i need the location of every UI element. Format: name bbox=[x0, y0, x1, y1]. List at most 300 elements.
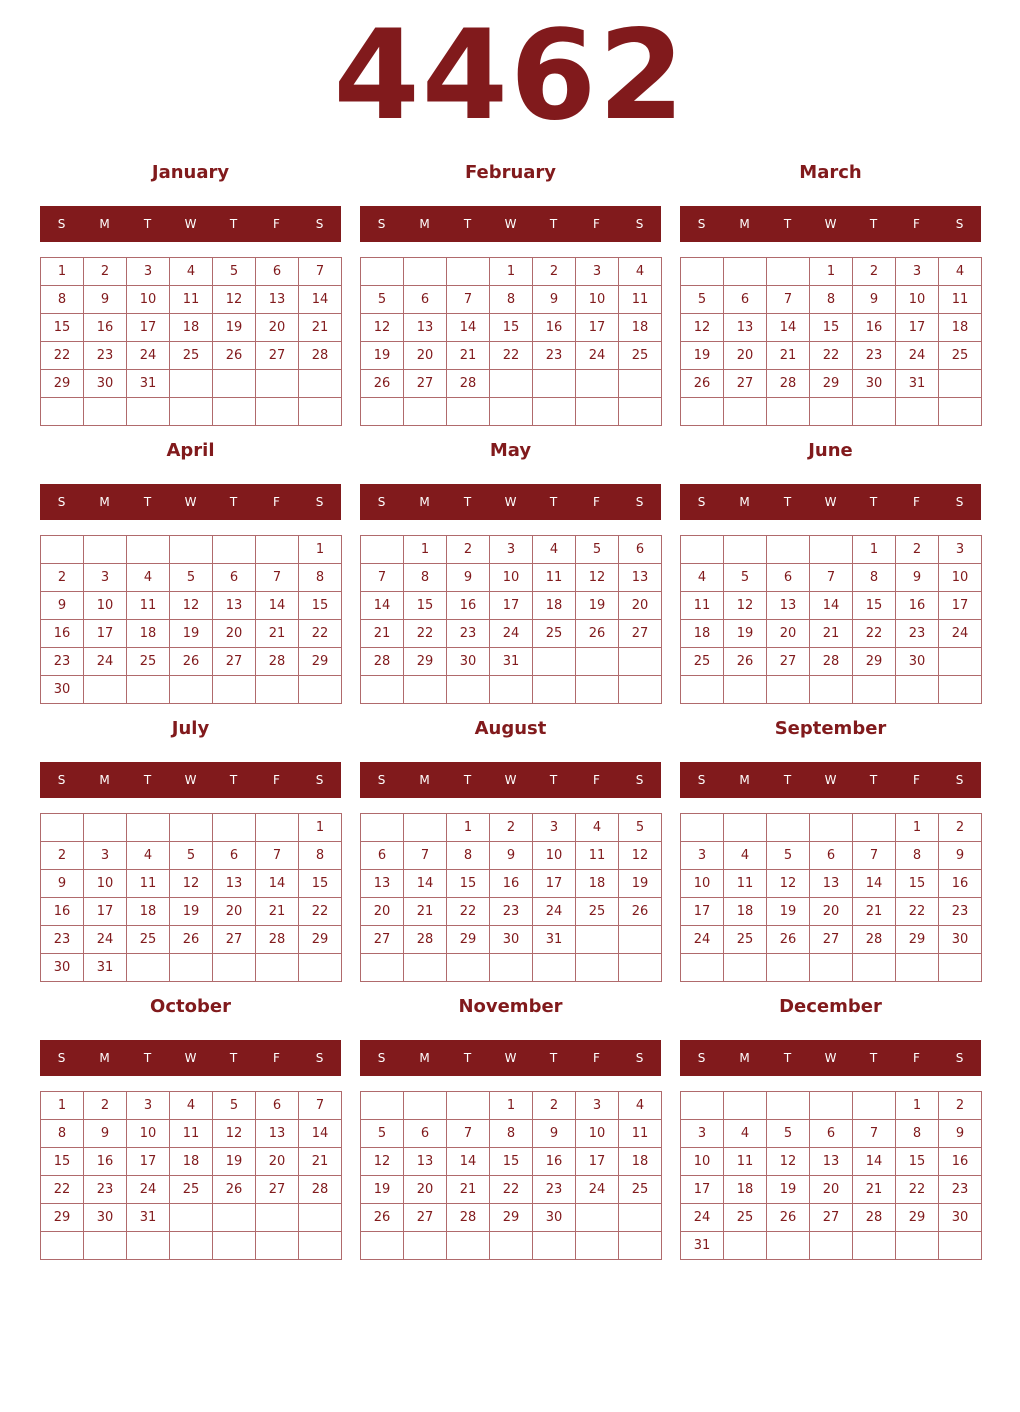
day-cell: 14 bbox=[810, 592, 853, 620]
empty-day-cell bbox=[404, 954, 447, 982]
weekday-label: M bbox=[99, 217, 110, 231]
day-cell: 24 bbox=[490, 620, 533, 648]
day-cell: 17 bbox=[681, 898, 724, 926]
empty-day-cell bbox=[767, 398, 810, 426]
day-cell: 4 bbox=[619, 1092, 662, 1120]
day-cell: 23 bbox=[447, 620, 490, 648]
day-cell: 30 bbox=[84, 1204, 127, 1232]
day-cell: 22 bbox=[896, 1176, 939, 1204]
empty-day-cell bbox=[724, 258, 767, 286]
weekday-header bbox=[360, 1040, 661, 1076]
day-cell: 9 bbox=[853, 286, 896, 314]
day-cell: 3 bbox=[576, 258, 619, 286]
empty-day-cell bbox=[939, 1232, 982, 1260]
weekday-header bbox=[680, 484, 981, 520]
empty-day-cell bbox=[84, 676, 127, 704]
day-cell: 23 bbox=[853, 342, 896, 370]
day-cell: 21 bbox=[810, 620, 853, 648]
day-cell: 19 bbox=[724, 620, 767, 648]
empty-day-cell bbox=[896, 954, 939, 982]
day-cell: 13 bbox=[404, 314, 447, 342]
day-cell: 21 bbox=[256, 898, 299, 926]
day-cell: 12 bbox=[170, 870, 213, 898]
weekday-label: W bbox=[184, 217, 197, 231]
day-cell: 30 bbox=[490, 926, 533, 954]
weekday-label: W bbox=[184, 1051, 197, 1065]
day-cell: 6 bbox=[256, 1092, 299, 1120]
day-cell: 1 bbox=[810, 258, 853, 286]
day-cell: 21 bbox=[361, 620, 404, 648]
weekday-label: M bbox=[419, 773, 430, 787]
empty-day-cell bbox=[853, 398, 896, 426]
day-cell: 6 bbox=[361, 842, 404, 870]
weekday-label: M bbox=[419, 217, 430, 231]
day-cell: 9 bbox=[41, 870, 84, 898]
month-title: December bbox=[779, 996, 882, 1017]
day-cell: 29 bbox=[404, 648, 447, 676]
day-cell: 25 bbox=[576, 898, 619, 926]
empty-day-cell bbox=[170, 954, 213, 982]
days-grid bbox=[680, 257, 982, 426]
day-cell: 8 bbox=[490, 1120, 533, 1148]
empty-day-cell bbox=[127, 398, 170, 426]
day-cell: 23 bbox=[84, 342, 127, 370]
month-march bbox=[680, 158, 981, 428]
weekday-label: T bbox=[549, 773, 558, 787]
weekday-label: W bbox=[184, 495, 197, 509]
day-cell: 11 bbox=[170, 1120, 213, 1148]
empty-day-cell bbox=[299, 1232, 342, 1260]
day-cell: 4 bbox=[681, 564, 724, 592]
day-cell: 13 bbox=[724, 314, 767, 342]
day-cell: 22 bbox=[810, 342, 853, 370]
day-cell: 11 bbox=[724, 870, 767, 898]
month-november bbox=[360, 992, 661, 1262]
weekday-label: W bbox=[824, 1051, 837, 1065]
weekday-label: S bbox=[635, 1051, 644, 1065]
day-cell: 7 bbox=[361, 564, 404, 592]
empty-day-cell bbox=[213, 954, 256, 982]
day-cell: 10 bbox=[896, 286, 939, 314]
day-cell: 6 bbox=[724, 286, 767, 314]
empty-day-cell bbox=[84, 398, 127, 426]
weekday-label: F bbox=[593, 773, 600, 787]
empty-day-cell bbox=[810, 1232, 853, 1260]
day-cell: 29 bbox=[299, 926, 342, 954]
day-cell: 26 bbox=[576, 620, 619, 648]
day-cell: 14 bbox=[853, 1148, 896, 1176]
day-cell: 2 bbox=[896, 536, 939, 564]
weekday-label: F bbox=[913, 495, 920, 509]
day-cell: 28 bbox=[853, 926, 896, 954]
empty-day-cell bbox=[361, 536, 404, 564]
empty-day-cell bbox=[404, 398, 447, 426]
day-cell: 16 bbox=[490, 870, 533, 898]
empty-day-cell bbox=[299, 1204, 342, 1232]
empty-day-cell bbox=[213, 814, 256, 842]
day-cell: 21 bbox=[256, 620, 299, 648]
day-cell: 2 bbox=[41, 564, 84, 592]
empty-day-cell bbox=[724, 1232, 767, 1260]
month-title: July bbox=[171, 718, 210, 739]
weekday-label: T bbox=[463, 217, 472, 231]
day-cell: 8 bbox=[299, 842, 342, 870]
day-cell: 29 bbox=[447, 926, 490, 954]
empty-day-cell bbox=[299, 398, 342, 426]
day-cell: 10 bbox=[939, 564, 982, 592]
empty-day-cell bbox=[490, 954, 533, 982]
day-cell: 17 bbox=[939, 592, 982, 620]
day-cell: 17 bbox=[490, 592, 533, 620]
empty-day-cell bbox=[256, 536, 299, 564]
weekday-label: S bbox=[377, 773, 386, 787]
weekday-label: F bbox=[593, 217, 600, 231]
day-cell: 3 bbox=[84, 564, 127, 592]
empty-day-cell bbox=[361, 1092, 404, 1120]
day-cell: 20 bbox=[619, 592, 662, 620]
day-cell: 15 bbox=[490, 314, 533, 342]
day-cell: 1 bbox=[41, 258, 84, 286]
weekday-label: S bbox=[315, 217, 324, 231]
day-cell: 26 bbox=[213, 1176, 256, 1204]
day-cell: 19 bbox=[170, 898, 213, 926]
day-cell: 20 bbox=[724, 342, 767, 370]
day-cell: 25 bbox=[619, 342, 662, 370]
empty-day-cell bbox=[170, 536, 213, 564]
day-cell: 21 bbox=[299, 314, 342, 342]
weekday-label: W bbox=[824, 495, 837, 509]
empty-day-cell bbox=[767, 1092, 810, 1120]
day-cell: 9 bbox=[41, 592, 84, 620]
days-grid bbox=[40, 813, 342, 982]
day-cell: 18 bbox=[576, 870, 619, 898]
day-cell: 12 bbox=[361, 1148, 404, 1176]
empty-day-cell bbox=[361, 258, 404, 286]
weekday-label: T bbox=[229, 495, 238, 509]
day-cell: 29 bbox=[853, 648, 896, 676]
day-cell: 3 bbox=[127, 258, 170, 286]
day-cell: 18 bbox=[681, 620, 724, 648]
day-cell: 3 bbox=[84, 842, 127, 870]
weekday-label: T bbox=[783, 217, 792, 231]
day-cell: 8 bbox=[41, 286, 84, 314]
day-cell: 11 bbox=[724, 1148, 767, 1176]
day-cell: 6 bbox=[256, 258, 299, 286]
day-cell: 8 bbox=[404, 564, 447, 592]
day-cell: 24 bbox=[939, 620, 982, 648]
day-cell: 11 bbox=[619, 1120, 662, 1148]
empty-day-cell bbox=[724, 1092, 767, 1120]
day-cell: 30 bbox=[533, 1204, 576, 1232]
empty-day-cell bbox=[170, 676, 213, 704]
day-cell: 2 bbox=[533, 258, 576, 286]
empty-day-cell bbox=[404, 814, 447, 842]
empty-day-cell bbox=[681, 536, 724, 564]
day-cell: 20 bbox=[256, 314, 299, 342]
empty-day-cell bbox=[810, 814, 853, 842]
weekday-header bbox=[680, 762, 981, 798]
day-cell: 2 bbox=[533, 1092, 576, 1120]
day-cell: 23 bbox=[490, 898, 533, 926]
day-cell: 21 bbox=[447, 342, 490, 370]
day-cell: 25 bbox=[127, 648, 170, 676]
empty-day-cell bbox=[619, 370, 662, 398]
day-cell: 7 bbox=[256, 564, 299, 592]
empty-day-cell bbox=[724, 814, 767, 842]
empty-day-cell bbox=[41, 536, 84, 564]
empty-day-cell bbox=[896, 1232, 939, 1260]
day-cell: 18 bbox=[724, 1176, 767, 1204]
empty-day-cell bbox=[681, 398, 724, 426]
day-cell: 1 bbox=[447, 814, 490, 842]
day-cell: 15 bbox=[896, 1148, 939, 1176]
day-cell: 12 bbox=[724, 592, 767, 620]
empty-day-cell bbox=[767, 536, 810, 564]
day-cell: 26 bbox=[213, 342, 256, 370]
weekday-label: S bbox=[697, 217, 706, 231]
day-cell: 21 bbox=[767, 342, 810, 370]
day-cell: 1 bbox=[896, 1092, 939, 1120]
day-cell: 1 bbox=[490, 258, 533, 286]
day-cell: 28 bbox=[767, 370, 810, 398]
empty-day-cell bbox=[810, 676, 853, 704]
empty-day-cell bbox=[767, 1232, 810, 1260]
day-cell: 24 bbox=[533, 898, 576, 926]
day-cell: 17 bbox=[576, 314, 619, 342]
empty-day-cell bbox=[447, 1232, 490, 1260]
weekday-label: T bbox=[143, 1051, 152, 1065]
day-cell: 22 bbox=[299, 898, 342, 926]
day-cell: 18 bbox=[939, 314, 982, 342]
weekday-header bbox=[360, 484, 661, 520]
empty-day-cell bbox=[533, 676, 576, 704]
empty-day-cell bbox=[361, 814, 404, 842]
day-cell: 7 bbox=[853, 842, 896, 870]
day-cell: 13 bbox=[810, 1148, 853, 1176]
day-cell: 10 bbox=[127, 1120, 170, 1148]
day-cell: 31 bbox=[127, 370, 170, 398]
empty-day-cell bbox=[41, 1232, 84, 1260]
day-cell: 20 bbox=[810, 1176, 853, 1204]
day-cell: 17 bbox=[84, 898, 127, 926]
days-grid bbox=[40, 1091, 342, 1260]
empty-day-cell bbox=[170, 370, 213, 398]
weekday-label: S bbox=[315, 773, 324, 787]
day-cell: 18 bbox=[170, 1148, 213, 1176]
weekday-label: W bbox=[184, 773, 197, 787]
weekday-label: M bbox=[739, 495, 750, 509]
day-cell: 29 bbox=[896, 926, 939, 954]
day-cell: 30 bbox=[853, 370, 896, 398]
empty-day-cell bbox=[853, 676, 896, 704]
weekday-label: T bbox=[783, 773, 792, 787]
empty-day-cell bbox=[361, 1232, 404, 1260]
day-cell: 14 bbox=[256, 592, 299, 620]
day-cell: 28 bbox=[299, 1176, 342, 1204]
day-cell: 27 bbox=[404, 370, 447, 398]
empty-day-cell bbox=[213, 536, 256, 564]
day-cell: 16 bbox=[896, 592, 939, 620]
month-september bbox=[680, 714, 981, 984]
day-cell: 10 bbox=[84, 592, 127, 620]
day-cell: 23 bbox=[84, 1176, 127, 1204]
empty-day-cell bbox=[127, 676, 170, 704]
weekday-label: S bbox=[697, 495, 706, 509]
day-cell: 12 bbox=[576, 564, 619, 592]
day-cell: 13 bbox=[361, 870, 404, 898]
day-cell: 13 bbox=[256, 1120, 299, 1148]
day-cell: 22 bbox=[490, 342, 533, 370]
day-cell: 16 bbox=[41, 620, 84, 648]
day-cell: 4 bbox=[576, 814, 619, 842]
day-cell: 22 bbox=[41, 342, 84, 370]
day-cell: 10 bbox=[576, 1120, 619, 1148]
day-cell: 7 bbox=[299, 1092, 342, 1120]
day-cell: 1 bbox=[41, 1092, 84, 1120]
day-cell: 24 bbox=[84, 926, 127, 954]
day-cell: 10 bbox=[84, 870, 127, 898]
day-cell: 14 bbox=[299, 286, 342, 314]
day-cell: 3 bbox=[896, 258, 939, 286]
day-cell: 31 bbox=[896, 370, 939, 398]
empty-day-cell bbox=[404, 1092, 447, 1120]
day-cell: 6 bbox=[810, 842, 853, 870]
day-cell: 16 bbox=[853, 314, 896, 342]
day-cell: 5 bbox=[213, 1092, 256, 1120]
day-cell: 12 bbox=[361, 314, 404, 342]
empty-day-cell bbox=[256, 398, 299, 426]
weekday-label: M bbox=[419, 495, 430, 509]
month-title: September bbox=[774, 718, 887, 739]
day-cell: 14 bbox=[447, 314, 490, 342]
empty-day-cell bbox=[490, 676, 533, 704]
day-cell: 27 bbox=[256, 342, 299, 370]
weekday-header bbox=[40, 1040, 341, 1076]
empty-day-cell bbox=[533, 398, 576, 426]
day-cell: 2 bbox=[447, 536, 490, 564]
weekday-label: T bbox=[463, 495, 472, 509]
day-cell: 27 bbox=[619, 620, 662, 648]
empty-day-cell bbox=[576, 648, 619, 676]
day-cell: 17 bbox=[896, 314, 939, 342]
empty-day-cell bbox=[576, 1204, 619, 1232]
month-october bbox=[40, 992, 341, 1262]
empty-day-cell bbox=[361, 398, 404, 426]
day-cell: 10 bbox=[681, 1148, 724, 1176]
weekday-label: T bbox=[869, 495, 878, 509]
weekday-label: M bbox=[99, 773, 110, 787]
month-august bbox=[360, 714, 661, 984]
empty-day-cell bbox=[724, 676, 767, 704]
day-cell: 22 bbox=[404, 620, 447, 648]
month-title: April bbox=[166, 440, 215, 461]
weekday-label: M bbox=[419, 1051, 430, 1065]
weekday-label: S bbox=[955, 1051, 964, 1065]
empty-day-cell bbox=[533, 954, 576, 982]
weekday-label: M bbox=[739, 1051, 750, 1065]
day-cell: 6 bbox=[404, 1120, 447, 1148]
day-cell: 20 bbox=[767, 620, 810, 648]
day-cell: 1 bbox=[404, 536, 447, 564]
day-cell: 26 bbox=[619, 898, 662, 926]
weekday-label: S bbox=[57, 773, 66, 787]
day-cell: 24 bbox=[576, 1176, 619, 1204]
day-cell: 19 bbox=[576, 592, 619, 620]
day-cell: 8 bbox=[299, 564, 342, 592]
empty-day-cell bbox=[533, 648, 576, 676]
day-cell: 5 bbox=[170, 842, 213, 870]
day-cell: 1 bbox=[299, 814, 342, 842]
empty-day-cell bbox=[447, 398, 490, 426]
day-cell: 8 bbox=[447, 842, 490, 870]
empty-day-cell bbox=[299, 676, 342, 704]
weekday-label: T bbox=[463, 1051, 472, 1065]
day-cell: 25 bbox=[170, 1176, 213, 1204]
weekday-label: F bbox=[913, 217, 920, 231]
weekday-label: W bbox=[504, 495, 517, 509]
day-cell: 22 bbox=[896, 898, 939, 926]
day-cell: 28 bbox=[447, 1204, 490, 1232]
day-cell: 31 bbox=[490, 648, 533, 676]
days-grid bbox=[680, 1091, 982, 1260]
weekday-label: S bbox=[955, 217, 964, 231]
empty-day-cell bbox=[939, 954, 982, 982]
day-cell: 6 bbox=[213, 842, 256, 870]
day-cell: 7 bbox=[447, 286, 490, 314]
day-cell: 21 bbox=[853, 1176, 896, 1204]
day-cell: 3 bbox=[681, 842, 724, 870]
day-cell: 26 bbox=[681, 370, 724, 398]
weekday-label: S bbox=[377, 495, 386, 509]
day-cell: 10 bbox=[127, 286, 170, 314]
weekday-label: S bbox=[377, 217, 386, 231]
month-may bbox=[360, 436, 661, 706]
empty-day-cell bbox=[84, 536, 127, 564]
day-cell: 12 bbox=[767, 870, 810, 898]
day-cell: 9 bbox=[490, 842, 533, 870]
empty-day-cell bbox=[681, 1092, 724, 1120]
empty-day-cell bbox=[533, 1232, 576, 1260]
day-cell: 9 bbox=[939, 1120, 982, 1148]
days-grid bbox=[360, 535, 662, 704]
weekday-label: W bbox=[504, 1051, 517, 1065]
day-cell: 2 bbox=[490, 814, 533, 842]
empty-day-cell bbox=[404, 1232, 447, 1260]
weekday-label: T bbox=[869, 773, 878, 787]
day-cell: 15 bbox=[41, 1148, 84, 1176]
day-cell: 15 bbox=[299, 870, 342, 898]
day-cell: 7 bbox=[853, 1120, 896, 1148]
days-grid bbox=[40, 257, 342, 426]
day-cell: 18 bbox=[619, 1148, 662, 1176]
day-cell: 13 bbox=[213, 592, 256, 620]
empty-day-cell bbox=[256, 370, 299, 398]
empty-day-cell bbox=[767, 258, 810, 286]
weekday-label: T bbox=[143, 495, 152, 509]
day-cell: 14 bbox=[361, 592, 404, 620]
day-cell: 29 bbox=[41, 1204, 84, 1232]
day-cell: 9 bbox=[84, 1120, 127, 1148]
empty-day-cell bbox=[447, 676, 490, 704]
day-cell: 18 bbox=[127, 620, 170, 648]
empty-day-cell bbox=[681, 258, 724, 286]
day-cell: 24 bbox=[576, 342, 619, 370]
day-cell: 19 bbox=[767, 898, 810, 926]
empty-day-cell bbox=[127, 814, 170, 842]
day-cell: 13 bbox=[619, 564, 662, 592]
weekday-label: T bbox=[783, 1051, 792, 1065]
day-cell: 23 bbox=[533, 1176, 576, 1204]
